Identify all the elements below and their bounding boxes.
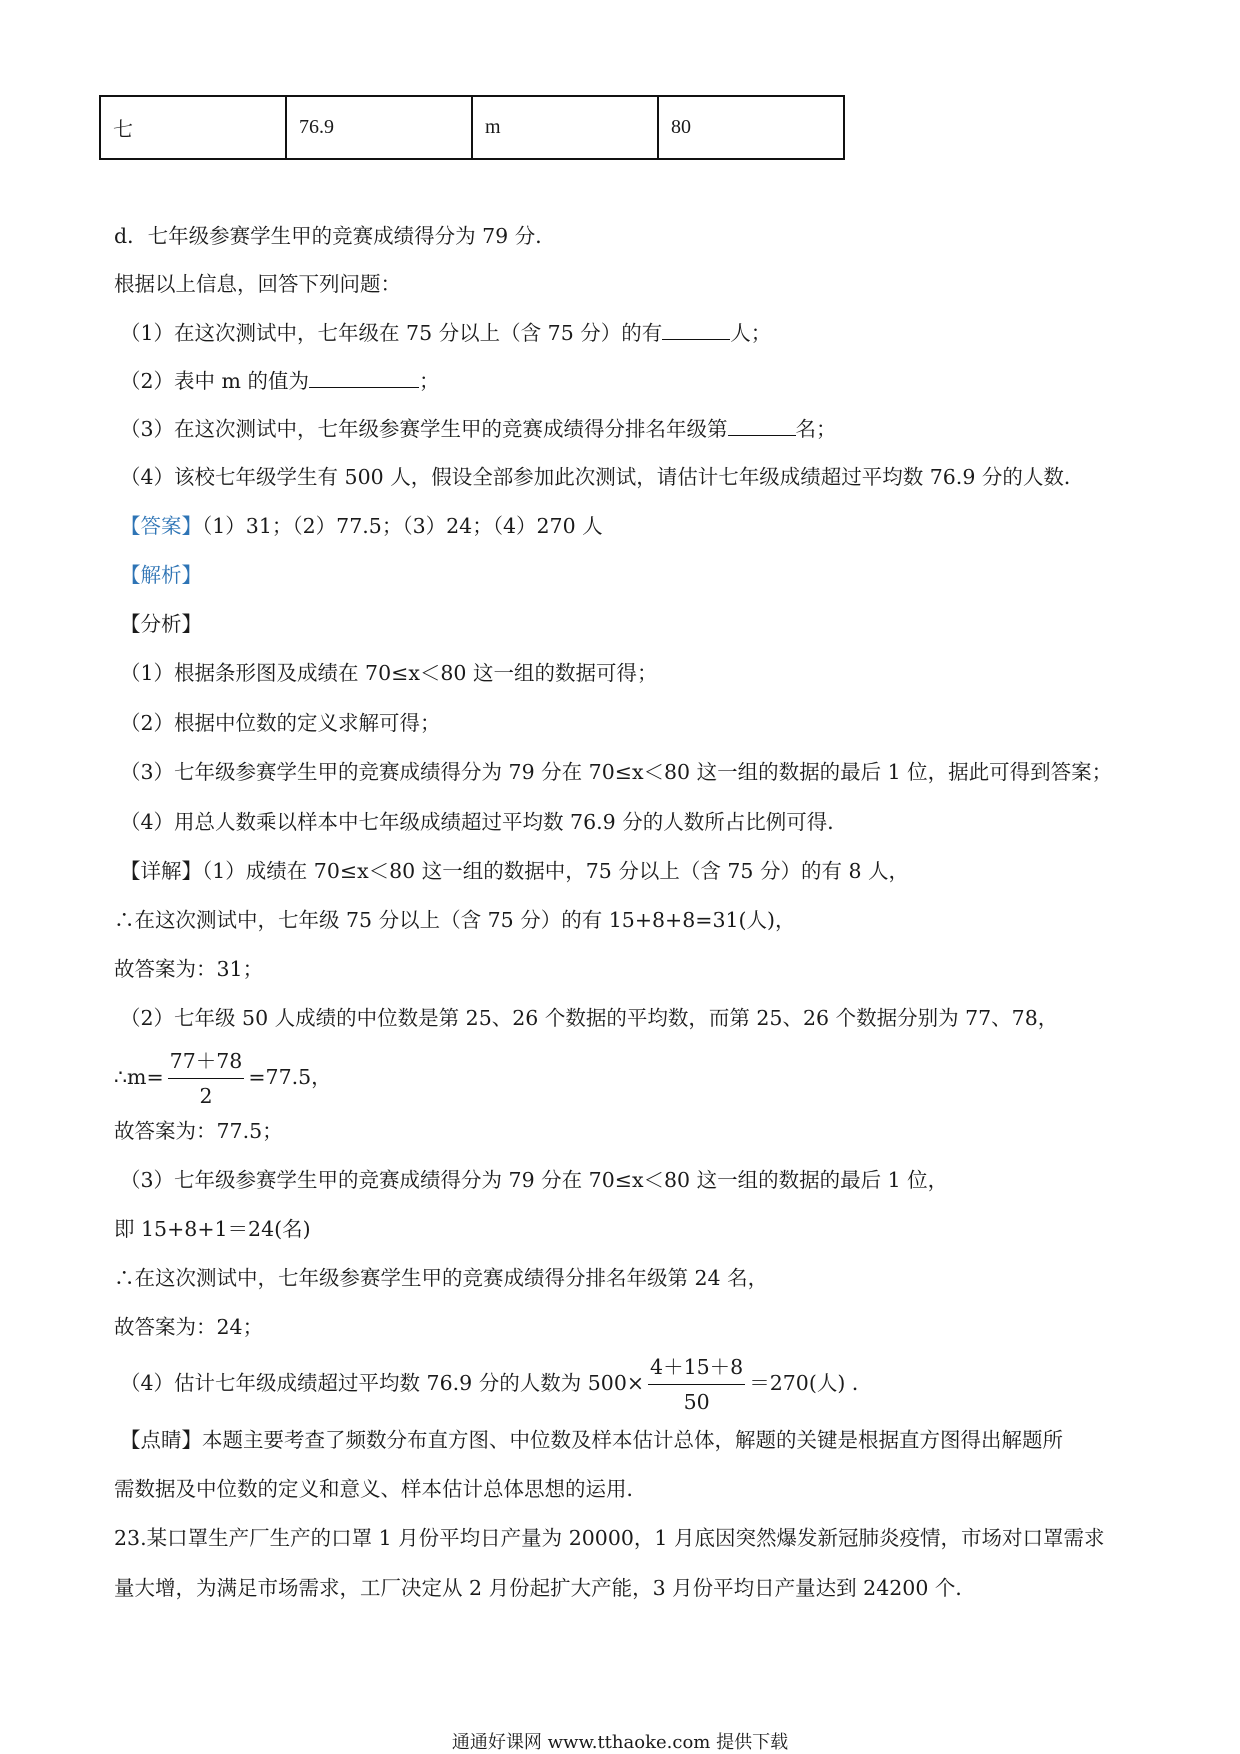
fenxi-tag: 【分析】 [120, 612, 202, 636]
table-row [100, 96, 844, 159]
question-1-unit: 人； [730, 321, 772, 345]
detail-line-1: 【详解】（1）成绩在 70≤x＜80 这一组的数据中，75 分以上（含 75 分）的有 8 人， [120, 859, 910, 883]
detail-line-9: ∴在这次测试中，七年级参赛学生甲的竞赛成绩得分排名年级第 24 名， [114, 1266, 769, 1290]
analysis-4: （4）用总人数乘以样本中七年级成绩超过平均数 76.9 分的人数所占比例可得． [120, 810, 848, 834]
detail-line-6: 故答案为：77.5； [114, 1119, 283, 1143]
table-cell-median: m [472, 96, 658, 159]
dianjing-line-2: 需数据及中位数的定义和意义、样本估计总体思想的运用． [114, 1477, 647, 1501]
detail-line-8: 即 15+8+1＝24(名) [114, 1217, 311, 1241]
detail-line-5 [114, 1046, 332, 1111]
jiexi-tag: 【解析】 [120, 563, 202, 587]
question-2-end: ； [419, 369, 440, 393]
intro-text: 根据以上信息，回答下列问题： [114, 272, 401, 296]
question-3 [120, 415, 837, 443]
answer-line [120, 512, 603, 540]
estimate-denominator: 50 [683, 1390, 710, 1414]
score-table [99, 95, 845, 160]
q23-line-1: 23.某口罩生产厂生产的口罩 1 月份平均日产量为 20000，1 月底因突然爆发新冠肺炎疫情，市场对口罩需求 [114, 1526, 1105, 1550]
question-1 [120, 319, 771, 347]
q23-line-2: 量大增，为满足市场需求，工厂决定从 2 月份起扩大产能，3 月份平均日产量达到 24200 个． [114, 1576, 976, 1600]
analysis-2: （2）根据中位数的定义求解可得； [120, 711, 441, 735]
answer-blank-3 [728, 415, 796, 436]
detail-line-3: 故答案为：31； [114, 957, 264, 981]
question-3-text: （3）在这次测试中，七年级参赛学生甲的竞赛成绩得分排名年级第 [120, 417, 728, 441]
question-2-text: （2）表中 m 的值为 [120, 369, 310, 393]
detail-line-7: （3）七年级参赛学生甲的竞赛成绩得分为 79 分在 70≤x＜80 这一组的数据的最后 1 位， [120, 1168, 949, 1192]
answer-blank-1 [662, 319, 730, 340]
table-cell-mean: 76.9 [286, 96, 472, 159]
question-2 [120, 367, 440, 395]
analysis-1: （1）根据条形图及成绩在 70≤x＜80 这一组的数据可得； [120, 661, 658, 685]
estimate-numerator: 4＋15＋8 [648, 1352, 745, 1385]
detail-line-10: 故答案为：24； [114, 1315, 264, 1339]
dianjing-line-1: 【点睛】本题主要考查了频数分布直方图、中位数及样本估计总体，解题的关键是根据直方图得出解题所 [120, 1428, 1063, 1452]
answer-blank-2 [309, 367, 419, 388]
detail-11-post: ＝270(人) ． [749, 1371, 873, 1395]
median-numerator: 77＋78 [168, 1046, 245, 1079]
detail-line-11 [120, 1352, 872, 1417]
analysis-3: （3）七年级参赛学生甲的竞赛成绩得分为 79 分在 70≤x＜80 这一组的数据的最后 1 位，据此可得到答案； [120, 760, 1113, 784]
median-fraction [168, 1046, 245, 1111]
table-cell-mode: 80 [658, 96, 844, 159]
table-cell-grade: 七 [100, 96, 286, 159]
question-4: （4）该校七年级学生有 500 人，假设全部参加此次测试，请估计七年级成绩超过平均数 76.9 分的人数． [120, 465, 1085, 489]
answer-text: （1）31；（2）77.5；（3）24；（4）270 人 [202, 514, 603, 538]
estimate-fraction [648, 1352, 745, 1417]
info-d: d．七年级参赛学生甲的竞赛成绩得分为 79 分． [114, 224, 556, 248]
detail-5-pre: ∴m= [114, 1065, 164, 1089]
answer-tag: 【答案】 [120, 514, 202, 538]
question-1-text: （1）在这次测试中，七年级在 75 分以上（含 75 分）的有 [120, 321, 663, 345]
detail-line-2: ∴在这次测试中，七年级 75 分以上（含 75 分）的有 15+8+8=31(人)， [114, 908, 796, 932]
detail-11-pre: （4）估计七年级成绩超过平均数 76.9 分的人数为 500× [120, 1371, 645, 1395]
median-denominator: 2 [199, 1084, 213, 1108]
detail-5-post: =77.5， [248, 1065, 332, 1089]
footer-watermark: 通通好课网 www.tthaoke.com 提供下载 [451, 1732, 789, 1753]
detail-line-4: （2）七年级 50 人成绩的中位数是第 25、26 个数据的平均数，而第 25、26 个数据分别为 77、78， [120, 1006, 1059, 1030]
question-3-unit: 名； [795, 417, 837, 441]
